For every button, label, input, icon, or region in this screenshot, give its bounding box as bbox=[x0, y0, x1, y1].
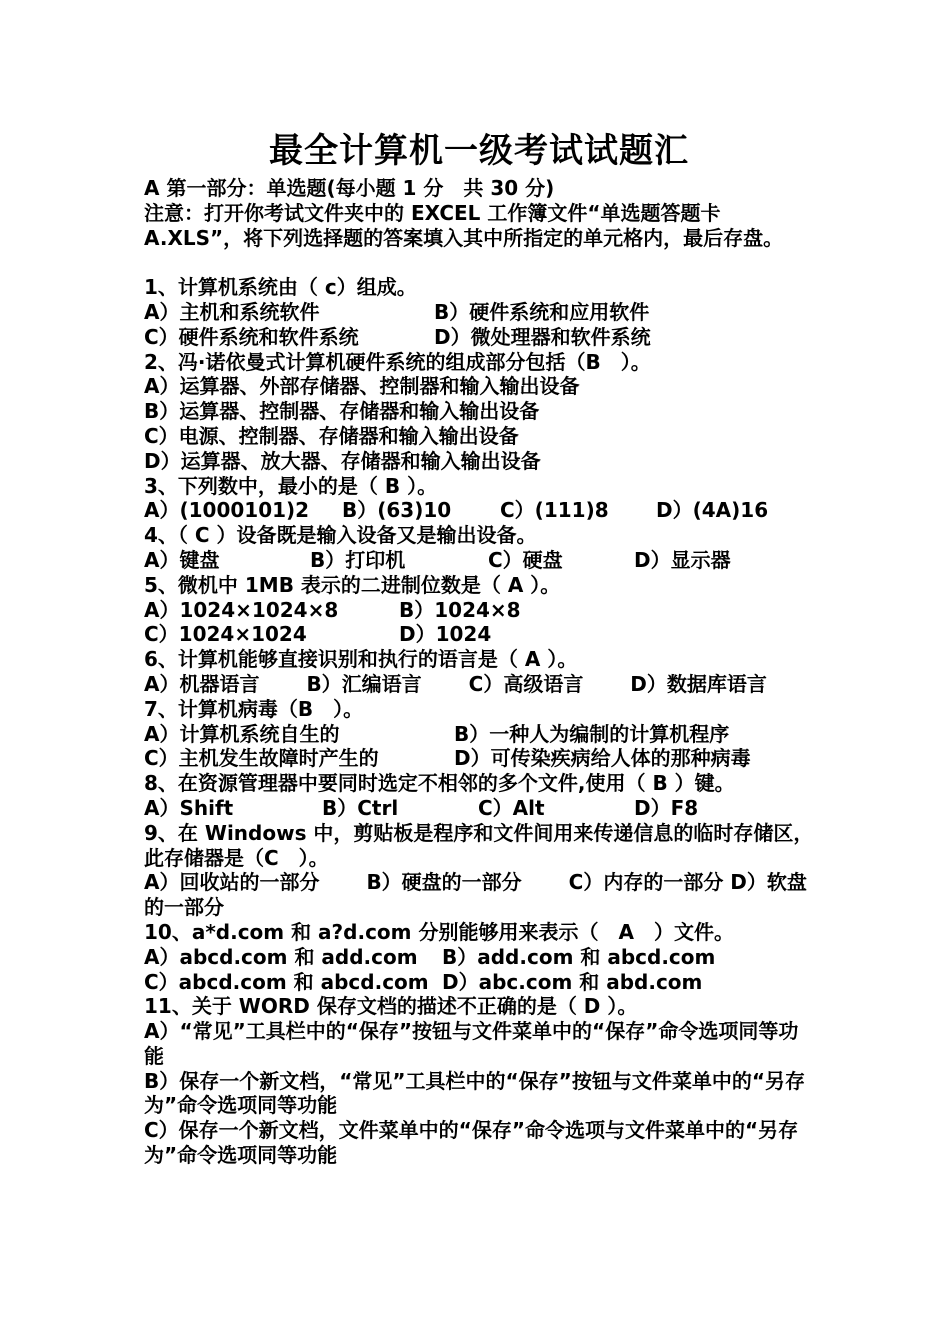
question-stem: 4、（ C ）设备既是输入设备又是输出设备。 bbox=[144, 523, 537, 548]
option-text: B）(63)10 bbox=[342, 498, 452, 523]
option-row bbox=[144, 548, 814, 573]
option-row bbox=[144, 945, 814, 970]
option-text: C）Alt bbox=[478, 795, 545, 820]
option-text: D）微处理器和软件系统 bbox=[434, 324, 651, 349]
option-text: A）1024×1024×8 bbox=[144, 597, 339, 622]
question-stem: 3、下列数中，最小的是（ B ）。 bbox=[144, 473, 438, 498]
question-stem: 9、在 Windows 中，剪贴板是程序和文件间用来传递信息的临时存储区，此存储器是（C ）。 bbox=[144, 820, 814, 870]
document-title: 最全计算机一级考试试题汇 bbox=[269, 131, 689, 171]
option-text: D）(4A)16 bbox=[656, 498, 769, 523]
option-row bbox=[144, 325, 814, 350]
option-text: B）打印机 bbox=[310, 547, 406, 572]
option-text: A）运算器、外部存储器、控制器和输入输出设备 bbox=[144, 374, 580, 399]
option-text: D）F8 bbox=[634, 795, 699, 820]
document-content bbox=[144, 128, 814, 1168]
question-stem: 5、微机中 1MB 表示的二进制位数是（ A ）。 bbox=[144, 572, 561, 597]
option-row bbox=[144, 796, 814, 821]
option-text: B）保存一个新文档，“常见”工具栏中的“保存”按钮与文件菜单中的“另存为”命令选项同等功能 bbox=[144, 1068, 805, 1118]
option-text: B）一种人为编制的计算机程序 bbox=[454, 721, 730, 746]
option-row bbox=[144, 300, 814, 325]
option-row bbox=[144, 498, 814, 523]
option-text: A）键盘 bbox=[144, 547, 220, 572]
option-text: B）1024×8 bbox=[399, 597, 521, 622]
option-text: C）abcd.com 和 abcd.com bbox=[144, 969, 429, 994]
option-text: D）可传染疾病给人体的那种病毒 bbox=[454, 746, 751, 771]
question-stem: 2、冯·诺依曼式计算机硬件系统的组成部分包括（B ）。 bbox=[144, 349, 651, 374]
option-text: C）主机发生故障时产生的 bbox=[144, 746, 379, 771]
question-stem: 10、a*d.com 和 a?d.com 分别能够用来表示（ A ）文件。 bbox=[144, 919, 734, 944]
question-stem: 8、在资源管理器中要同时选定不相邻的多个文件,使用（ B ）键。 bbox=[144, 771, 735, 796]
option-row bbox=[144, 746, 814, 771]
option-text: A）计算机系统自生的 bbox=[144, 721, 340, 746]
question-stem: 7、计算机病毒（B ）。 bbox=[144, 696, 364, 721]
option-text: D）显示器 bbox=[634, 547, 731, 572]
option-text: C）硬盘 bbox=[488, 547, 563, 572]
option-text: C）1024×1024 bbox=[144, 622, 307, 647]
question-stem: 11、关于 WORD 保存文档的描述不正确的是（ D ）。 bbox=[144, 994, 638, 1019]
option-text: A）机器语言 B）汇编语言 C）高级语言 D）数据库语言 bbox=[144, 671, 767, 696]
option-text: C）硬件系统和软件系统 bbox=[144, 324, 359, 349]
option-text: B）硬件系统和应用软件 bbox=[434, 299, 650, 324]
option-text: C）保存一个新文档，文件菜单中的“保存”命令选项与文件菜单中的“另存为”命令选项同等功能 bbox=[144, 1118, 799, 1168]
option-text: B）运算器、控制器、存储器和输入输出设备 bbox=[144, 399, 540, 424]
option-text: D）1024 bbox=[399, 622, 492, 647]
option-text: B）add.com 和 abcd.com bbox=[442, 944, 716, 969]
option-text: A）回收站的一部分 B）硬盘的一部分 C）内存的一部分 D）软盘的一部分 bbox=[144, 870, 807, 920]
question-stem: 6、计算机能够直接识别和执行的语言是（ A ）。 bbox=[144, 647, 578, 672]
option-text: A）Shift bbox=[144, 795, 234, 820]
option-row bbox=[144, 622, 814, 647]
option-row bbox=[144, 970, 814, 995]
option-text: C）(111)8 bbox=[500, 498, 609, 523]
option-text: A）abcd.com 和 add.com bbox=[144, 944, 418, 969]
section-heading: A 第一部分：单选题(每小题 1 分 共 30 分) bbox=[144, 176, 555, 200]
option-text: D）abc.com 和 abd.com bbox=[442, 969, 703, 994]
option-text: A）(1000101)2 bbox=[144, 498, 310, 523]
option-text: A）“常见”工具栏中的“保存”按钮与文件菜单中的“保存”命令选项同等功能 bbox=[144, 1019, 799, 1068]
option-text: D）运算器、放大器、存储器和输入输出设备 bbox=[144, 448, 541, 473]
question-stem: 1、计算机系统由（ c）组成。 bbox=[144, 275, 417, 300]
option-text: C）电源、控制器、存储器和输入输出设备 bbox=[144, 423, 519, 448]
option-text: A）主机和系统软件 bbox=[144, 299, 320, 324]
option-row bbox=[144, 722, 814, 747]
option-text: B）Ctrl bbox=[322, 795, 399, 820]
blank-line bbox=[144, 250, 814, 275]
option-row bbox=[144, 598, 814, 623]
notice-paragraph: 注意：打开你考试文件夹中的 EXCEL 工作簿文件“单选题答题卡 A.XLS”，将下列选择题的答案填入其中所指定的单元格内，最后存盘。 bbox=[144, 200, 784, 250]
